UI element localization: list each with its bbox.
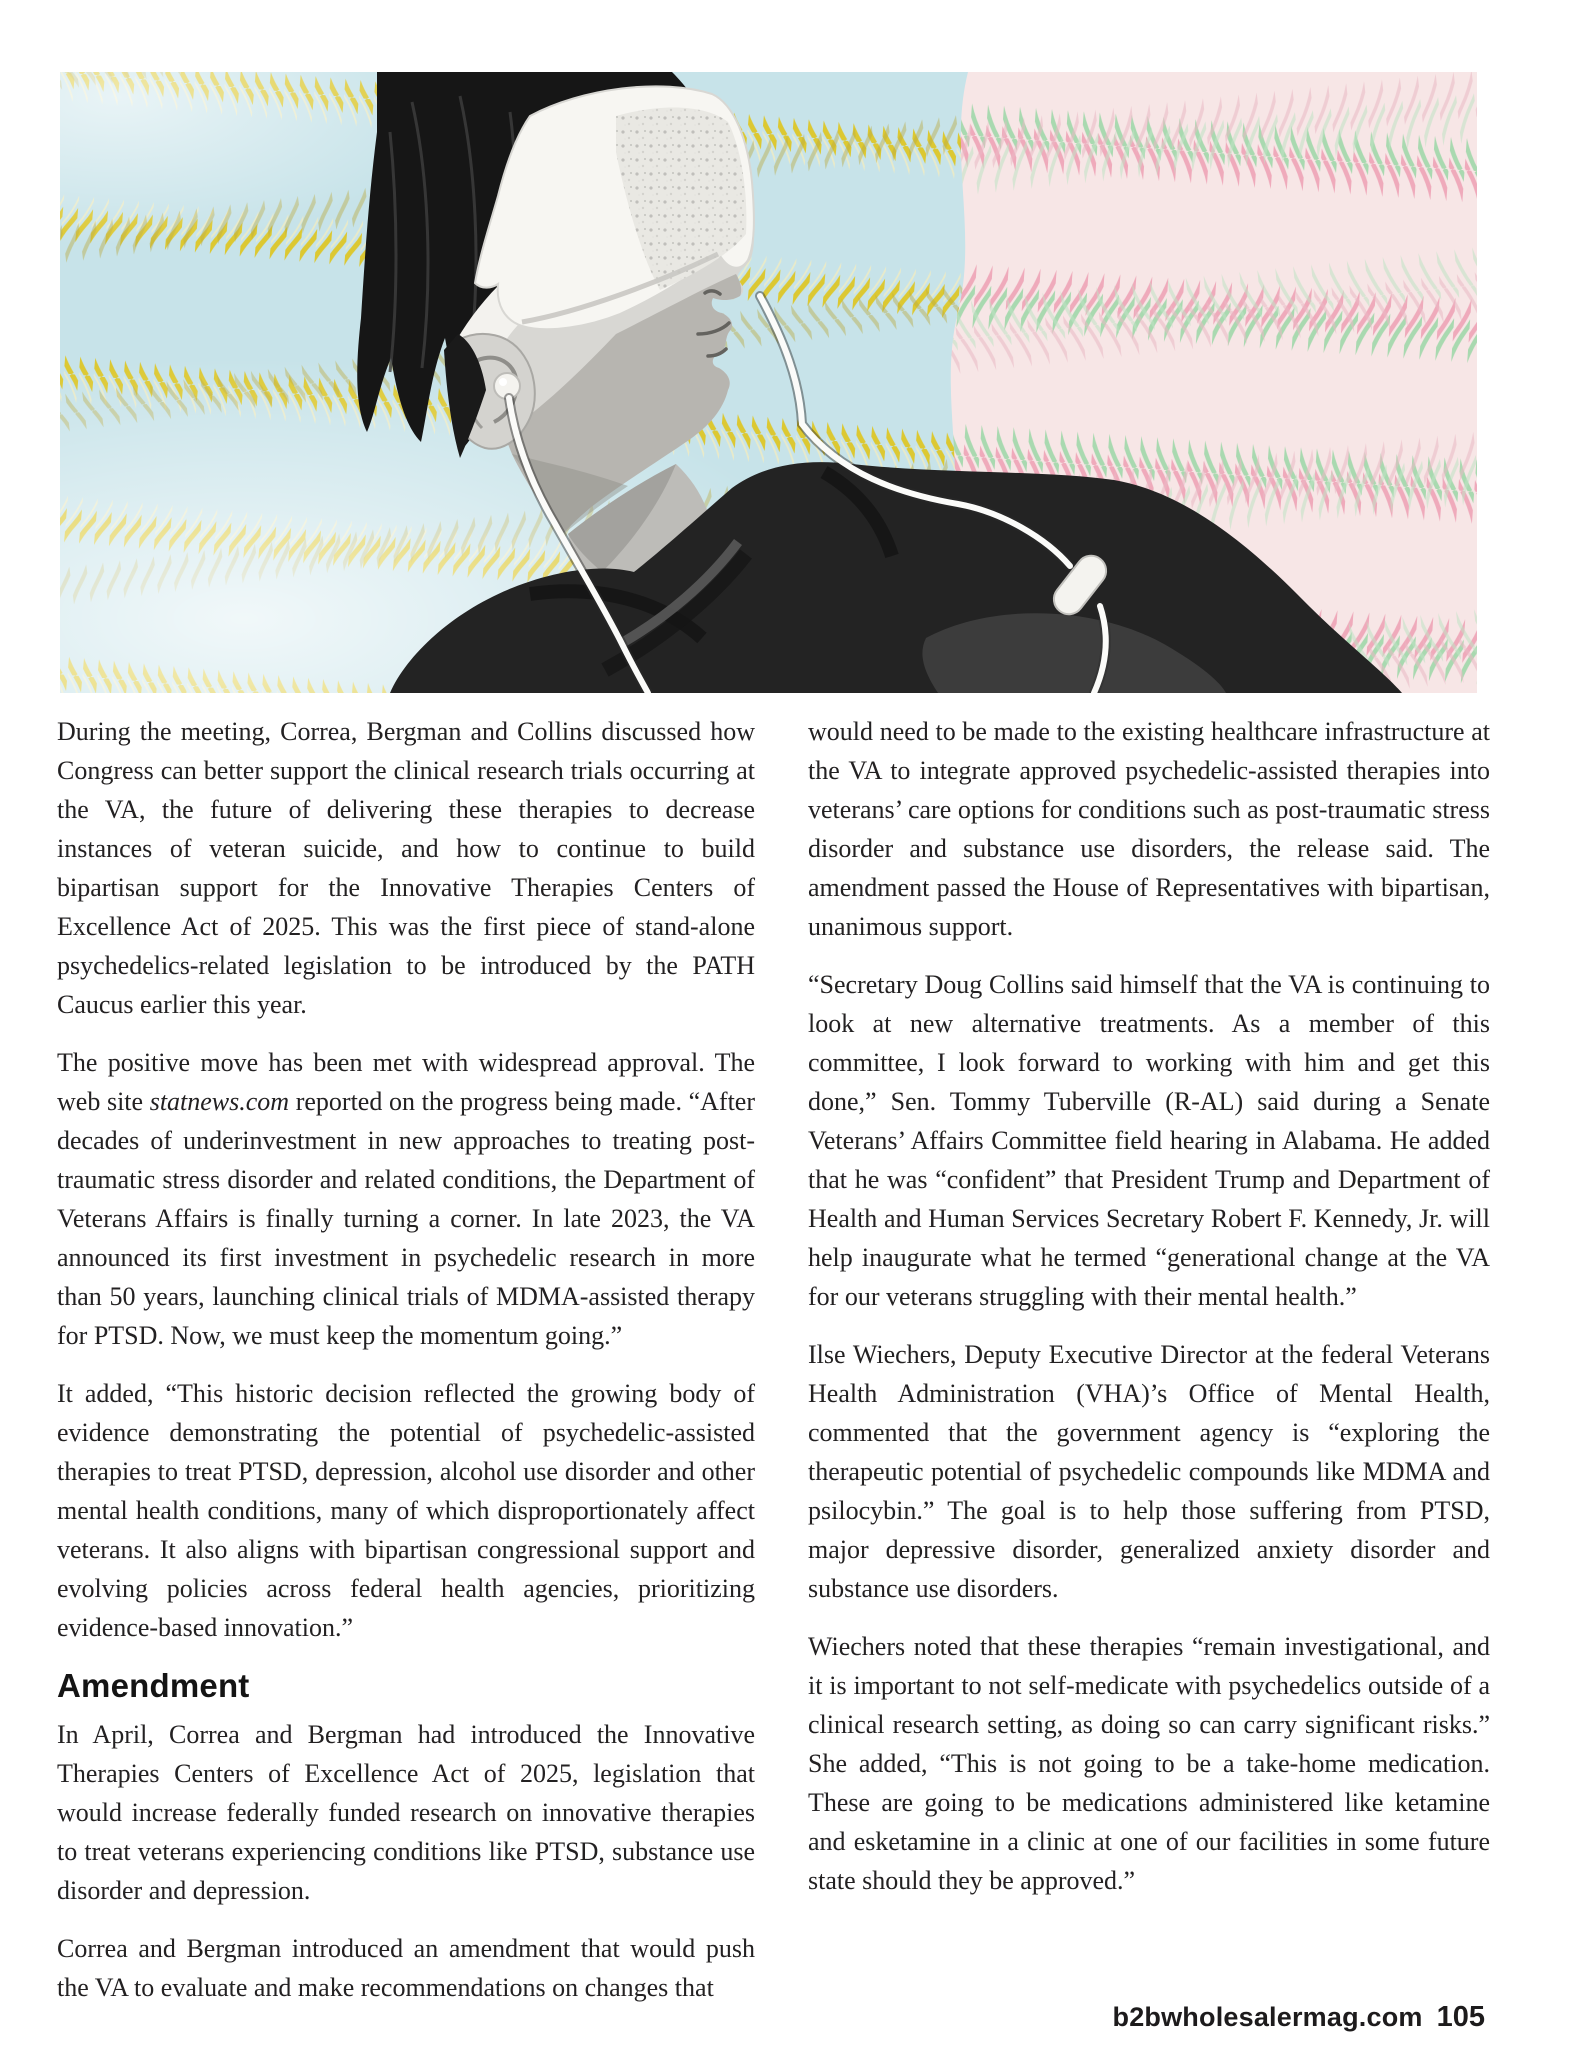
article-column-right [808,712,1490,1900]
paragraph-tuberville-quote: “Secretary Doug Collins said himself that the VA is continuing to look at new alternative treatments. As a member of this committee, I look forward to working with him and get this done,” Sen. Tommy Tuberville (R-AL) said during a Senate Veterans’ Affairs Committee field hearing in Alabama. He added that he was “confident” that President Trump and Department of Health and Human Services Secretary Robert F. Kennedy, Jr. will help inaugurate what he termed “generational change at the VA for our veterans struggling with their mental health.” [808,970,1490,1311]
page-number: 105 [1436,2001,1485,2033]
site-url: b2bwholesalermag.com [1112,2002,1423,2032]
section-heading-amendment: Amendment [57,1667,250,1704]
page-footer [1113,2001,1486,2034]
paragraph-statnews-before: The positive move has been met with widespread approval. The web site [57,1048,755,1116]
paragraph-wiechers-quote: Wiechers noted that these therapies “remain investigational, and it is important to not self-medicate with psychedelics outside of a clinical research setting, as doing so can carry significant risks.” She added, “This is not going to be a take-home medication. These are going to be medications administered like ketamine and esketamine in a clinic at one of our facilities in some future state should they be approved.” [808,1632,1490,1895]
earbud-highlight [499,378,507,386]
article-column-left [57,712,755,2007]
paragraph-amendment-push: Correa and Bergman introduced an amendment that would push the VA to evaluate and make recommendations on changes that [57,1934,755,2002]
hero-photo [60,72,1477,693]
paragraph-wiechers-intro: Ilse Wiechers, Deputy Executive Director at the federal Veterans Health Administration (VHA)’s Office of Mental Health, commented that the government agency is “exploring the therapeutic potential of psychedelic compounds like MDMA and psilocybin.” The goal is to help those suffering from PTSD, major depressive disorder, generalized anxiety disorder and substance use disorders. [808,1340,1490,1603]
paragraph-infrastructure: would need to be made to the existing healthcare infrastructure at the VA to integrate approved psychedelic-assisted therapies into veterans’ care options for conditions such as post-traumatic stress disorder and substance use disorders, the release said. The amendment passed the House of Representatives with bipartisan, unanimous support. [808,717,1490,941]
paragraph-meeting: During the meeting, Correa, Bergman and Collins discussed how Congress can better support the clinical research trials occurring at the VA, the future of delivering these therapies to decrease instances of veteran suicide, and how to continue to build bipartisan support for the Innovative Therapies Centers of Excellence Act of 2025. This was the first piece of stand-alone psychedelics-related legislation to be introduced by the PATH Caucus earlier this year. [57,717,755,1019]
hero-photo-illustration [60,72,1477,693]
paragraph-historic-decision: It added, “This historic decision reflected the growing body of evidence demonstrating the potential of psychedelic-assisted therapies to treat PTSD, depression, alcohol use disorder and other mental health conditions, many of which disproportionately affect veterans. It also aligns with bipartisan congressional support and evolving policies across federal health agencies, prioritizing evidence-based innovation.” [57,1379,755,1642]
paragraph-statnews-after: reported on the progress being made. “After decades of underinvestment in new approaches to treating post-traumatic stress disorder and related conditions, the Department of Veterans Affairs is finally turning a corner. In late 2023, the VA announced its first investment in psychedelic research in more than 50 years, launching clinical trials of MDMA-assisted therapy for PTSD. Now, we must keep the momentum going.” [57,1087,755,1350]
paragraph-april-act: In April, Correa and Bergman had introduced the Innovative Therapies Centers of Excellence Act of 2025, legislation that would increase federally funded research on innovative therapies to treat veterans experiencing conditions like PTSD, substance use disorder and depression. [57,1720,755,1905]
paragraph-statnews [57,1043,755,1355]
statnews-site-name: statnews.com [149,1087,290,1116]
